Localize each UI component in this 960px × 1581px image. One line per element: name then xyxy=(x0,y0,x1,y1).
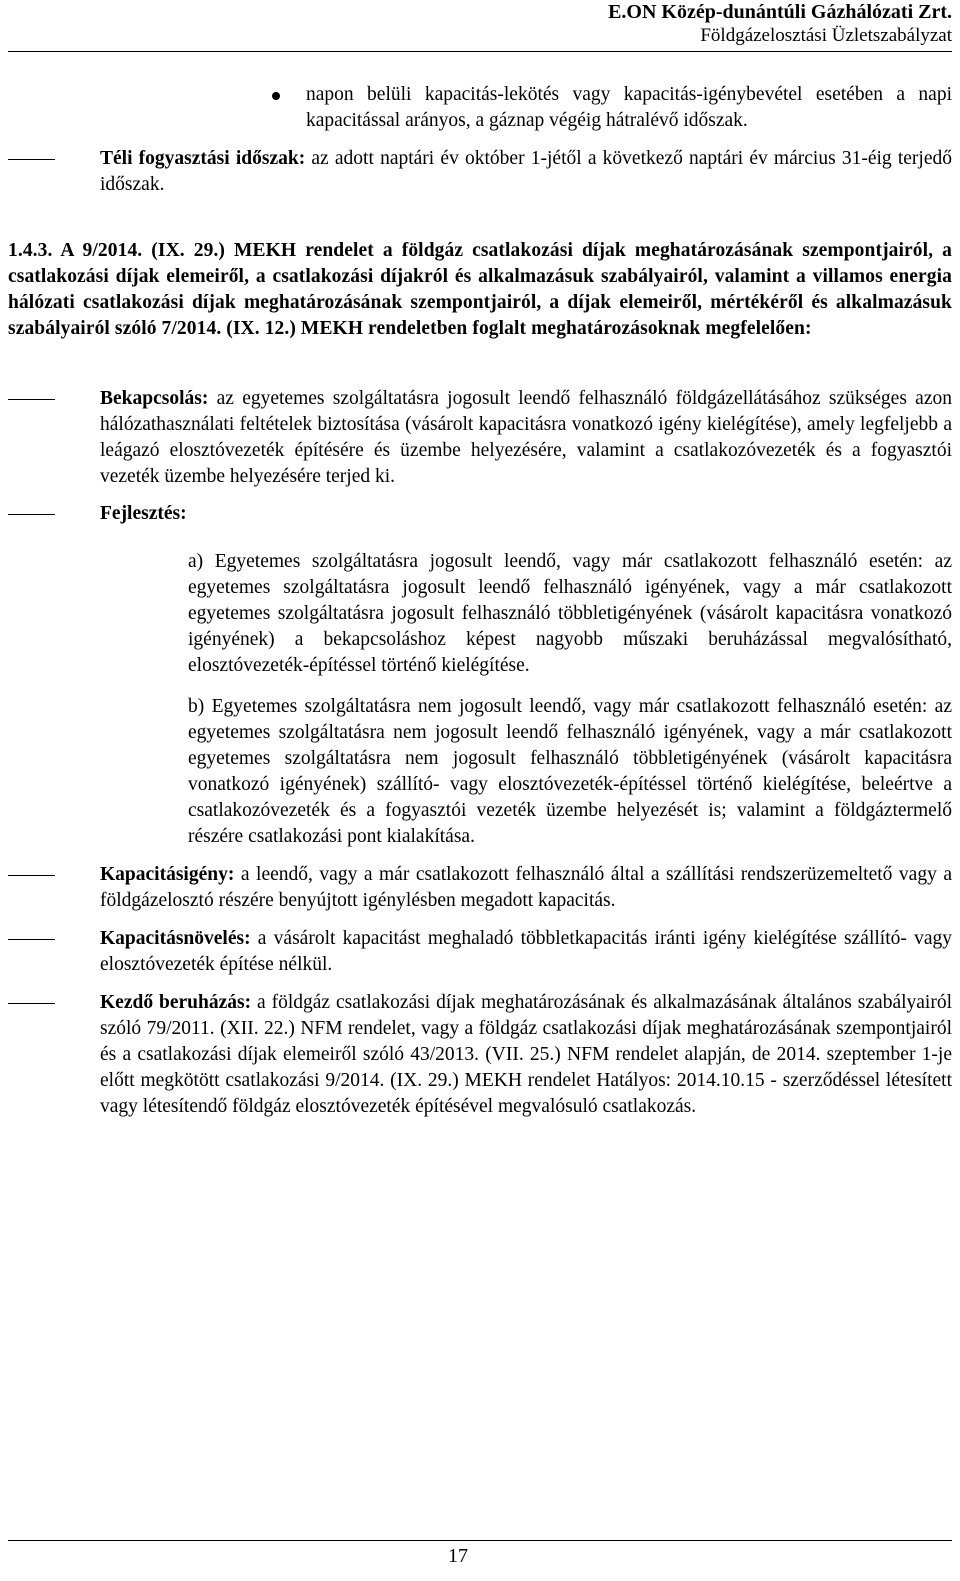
definition-text: a leendő, vagy a már csatlakozott felhasználó által a szállítási rendszerüzemeltető vagy a földgázelosztó részére benyújtott igénylésben megadott kapacitás. xyxy=(100,864,952,911)
definition-bekapcsolas xyxy=(100,386,952,490)
dash-icon xyxy=(8,514,55,515)
page-number: 17 xyxy=(448,1545,468,1567)
definition-term: Téli fogyasztási időszak: xyxy=(100,148,306,169)
definition-term: Kezdő beruházás: xyxy=(100,992,252,1013)
list-item xyxy=(306,82,952,134)
document-title: Földgázelosztási Üzletszabályzat xyxy=(700,25,952,46)
definition-fejlesztes xyxy=(100,501,952,527)
definition-text: a földgáz csatlakozási díjak meghatározásának és alkalmazásának általános szabályairól szóló 79/2011. (XII. 22.) NFM rendelet, vagy a földgáz csatlakozási díjak meghatározásának szempontjairól és a csatlakozási díjak elemeiről szóló 43/2013. (VII. 25.) NFM rendelet alapján, de 2014. szeptember 1-je előtt megkötött csatlakozási 9/2014. (IX. 29.) MEKH rendelet Hatályos: 2014.10.15 - szerződéssel létesített vagy létesítendő földgáz elosztóvezeték építésével megvalósuló csatlakozás. xyxy=(100,992,952,1117)
header-divider xyxy=(8,51,952,52)
dash-icon xyxy=(8,399,55,400)
fejlesztes-item-b xyxy=(188,694,952,850)
dash-icon xyxy=(8,1003,55,1004)
fejlesztes-text: a) Egyetemes szolgáltatásra jogosult leendő, vagy már csatlakozott felhasználó esetén: az egyetemes szolgáltatásra jogosult leendő felhasználó igényének, vagy a már csatlakozott egyetemes szolgáltatásra jogosult felhasználó többletigényének (vásárolt kapacitásra vonatkozó igényének) a bekapcsoláshoz képest nagyobb műszaki beruházással megvalósítható, elosztóvezeték-építéssel történő kielégítése. xyxy=(188,551,952,676)
definition-kapacitasnoveles xyxy=(100,926,952,978)
dash-icon xyxy=(8,939,55,940)
company-name: E.ON Közép-dunántúli Gázhálózati Zrt. xyxy=(608,1,952,23)
fejlesztes-text: b) Egyetemes szolgáltatásra nem jogosult leendő, vagy már csatlakozott felhasználó esetén: az egyetemes szolgáltatásra nem jogosult leendő felhasználó igényének, vagy a már csatlakozott egyetemes szolgáltatásra nem jogosult felhasználó többletigényének (vásárolt kapacitásra vonatkozó igényének) szállító- vagy elosztóvezeték-építéssel történő kielégítése, beleértve a csatlakozóvezeték és a fogyasztói vezeték üzembe helyezését is; valamint a földgáztermelő részére csatlakozási pont kialakítása. xyxy=(188,696,952,847)
definition-term: Kapacitásnövelés: xyxy=(100,928,251,949)
definition-text: a vásárolt kapacitást meghaladó többletkapacitás iránti igény kielégítése szállító- vagy elosztóvezeték építése nélkül. xyxy=(100,928,952,975)
dash-icon xyxy=(8,875,55,876)
bullet-icon xyxy=(272,92,280,100)
definition-text: az adott naptári év október 1-jétől a következő naptári év március 31-éig terjedő időszak. xyxy=(100,148,952,195)
page-header xyxy=(252,0,952,47)
definition-term: Fejlesztés: xyxy=(100,503,187,524)
bullet-text: napon belüli kapacitás-lekötés vagy kapacitás-igénybevétel esetében a napi kapacitással arányos, a gáznap végéig hátralévő időszak. xyxy=(306,84,952,131)
definition-term: Kapacitásigény: xyxy=(100,864,235,885)
definition-kapacitasigeny xyxy=(100,862,952,914)
definition-winter xyxy=(100,146,952,198)
fejlesztes-item-a xyxy=(188,549,952,679)
footer-divider xyxy=(8,1540,952,1541)
section-heading: 1.4.3. A 9/2014. (IX. 29.) MEKH rendelet a földgáz csatlakozási díjak meghatározásának szempontjairól, a csatlakozási díjak elemeiről, a csatlakozási díjakról és alkalmazásuk szabályairól, valamint a villamos energia hálózati csatlakozási díjak meghatározásának szempontjairól, a díjak elemeiről, mértékéről és alkalmazásuk szabályairól szóló 7/2014. (IX. 12.) MEKH rendeletben foglalt meghatározásoknak megfelelően: xyxy=(8,240,952,339)
page-content xyxy=(8,82,952,1120)
definition-kezdo-beruhazas xyxy=(100,990,952,1120)
definition-text: az egyetemes szolgáltatásra jogosult leendő felhasználó földgázellátásához szükséges azon hálózathasználati feltételek biztosítása (vásárolt kapacitásra vonatkozó igény kielégítése), amely legfeljebb a leágazó elosztóvezeték építésére és üzembe helyezésére, valamint a csatlakozóvezeték és a fogyasztói vezeték üzembe helyezésére terjed ki. xyxy=(100,388,952,487)
definition-term: Bekapcsolás: xyxy=(100,388,209,409)
dash-icon xyxy=(8,159,55,160)
